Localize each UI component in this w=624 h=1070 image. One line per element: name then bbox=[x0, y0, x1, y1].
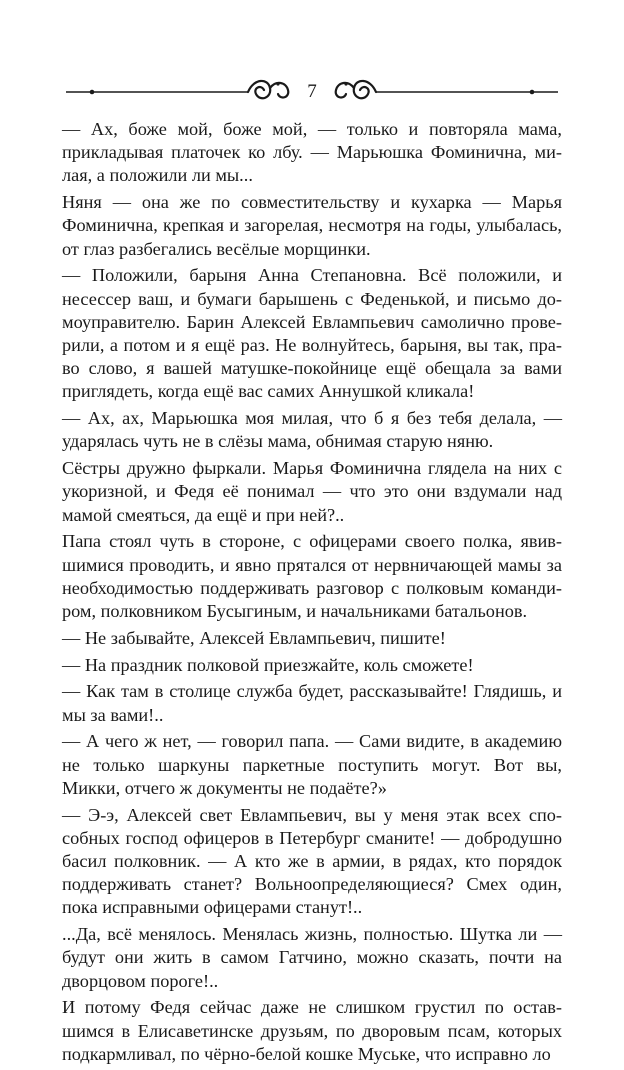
paragraph: Сёстры дружно фыркали. Марья Фоминична глядела на них с укоризной, и Федя её понимал — что это они вздумали над мамой смеяться, да ещё и при ней?.. bbox=[62, 458, 562, 525]
paragraph: — На праздник полковой приезжайте, коль сможете! bbox=[62, 654, 474, 675]
paragraph: — Не забывайте, Алексей Евлампьевич, пишите! bbox=[62, 627, 446, 648]
paragraph: — Положили, барыня Анна Степановна. Всё положили, и несессер ваш, и бумаги барышень с Феденькой, и письмо домоуправителю. Барин Алексей Евлампьевич самолично проверили, а потом и я ещё раз. Не волнуйтесь, барыня, вы так, право слово, я вашей матушке-покойнице ещё обещала за вами приглядеть, когда ещё вас самих Аннушкой кликала! bbox=[62, 265, 562, 402]
page-header bbox=[62, 72, 562, 112]
body-text bbox=[62, 118, 562, 1070]
paragraph: — А чего ж нет, — говорил папа. — Сами видите, в академию не только шаркуны паркетные поступить могут. Вот вы, Микки, отчего ж документы не подаёте?» bbox=[62, 731, 562, 798]
paragraph: Папа стоял чуть в стороне, с офицерами своего полка, явившимися проводить, и явно прятался от нервничающей мамы за необходимостью поддерживать разговор с полковым командиром, полковником Бусыгиным, и начальниками батальонов. bbox=[62, 531, 562, 622]
paragraph: И потому Федя сейчас даже не слишком грустил по оставшимся в Елисаветинске друзьям, по дворовым псам, которых подкармливал, по чёрно-белой кошке Муське, что исправно ло bbox=[62, 997, 562, 1064]
paragraph: — Ах, ах, Марьюшка моя милая, что б я без тебя делала, — ударялась чуть не в слёзы мама, обнимая старую няню. bbox=[62, 408, 562, 452]
paragraph: — Э-э, Алексей свет Евлампьевич, вы у меня этак всех способных господ офицеров в Петербург сманите! — добродушно басил полковник. — А кто же в армии, в рядах, кто порядок поддерживать станет? Вольноопределяющиеся? Смех один, пока исправными офицерами станут!.. bbox=[62, 804, 562, 918]
paragraph: — Как там в столице служба будет, рассказывайте! Глядишь, и мы за вами!.. bbox=[62, 681, 562, 725]
paragraph: ...Да, всё менялось. Менялась жизнь, полностью. Шутка ли — будут они жить в самом Гатчино, можно сказать, почти на дворцовом пороге!.. bbox=[62, 924, 562, 991]
paragraph: — Ах, боже мой, боже мой, — только и повторяла мама, прикладывая платочек ко лбу. — Марьюшка Фоминична, милая, а положили ли мы... bbox=[62, 119, 562, 186]
page-number: 7 bbox=[307, 81, 317, 102]
paragraph: Няня — она же по совместительству и кухарка — Марья Фоминична, крепкая и загорелая, несмотря на годы, улыбалась, от глаз разбегались весёлые морщинки. bbox=[62, 192, 562, 259]
